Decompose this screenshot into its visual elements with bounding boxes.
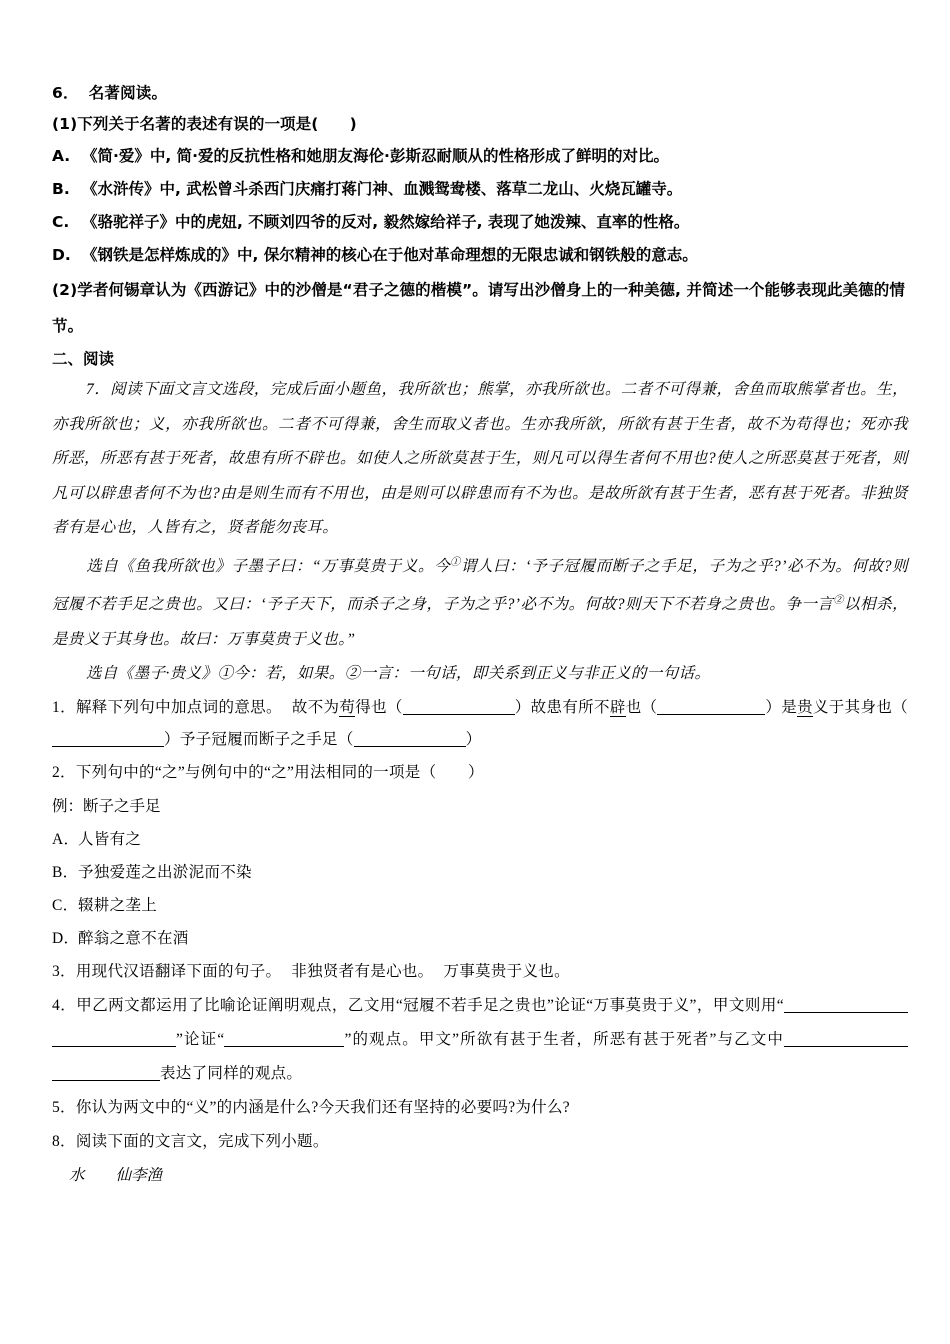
question-7-lead-text: 7．阅读下面文言文选段，完成后面小题鱼，我所欲也；熊掌，亦我所欲也。二者不可得兼，舍鱼而取熊掌者也。生，亦我所欲也；义，亦我所欲也。二者不可得兼，舍生而取义者也。生亦我所欲，所欲有甚于生者，故不为苟得也；死亦我所恶，所恶有甚于死者，故患有所不辟也。如使人之所欲莫甚于生，则凡可以得生者何不用也?使人之所恶莫甚于死者，则凡可以辟患者何不为也?由是则生而有不用也，由是则可以辟患而有不为也。是故所欲有甚于生者，恶有甚于死者。非独贤者有是心也，人皆有之，贤者能勿丧耳。	[52, 381, 908, 536]
question-1	[52, 692, 908, 756]
question-5	[52, 1091, 908, 1125]
question-4-part-2: ”论证“	[176, 1030, 225, 1048]
section-2-heading: 二、阅读	[52, 350, 115, 368]
question-6-option-c	[52, 206, 908, 239]
option-d-mark: D.	[52, 246, 71, 264]
q1-item-3-post: 义于其身也（	[812, 698, 908, 716]
question-8-number: 8．	[52, 1132, 76, 1150]
q1-emphasis-char-3: 贵	[797, 698, 813, 716]
source-2-text: 选自《墨子·贵义》①今：若，如果。②一言：一句话，即关系到正义与非正义的一句话。	[86, 665, 711, 683]
option-c-text: 《骆驼祥子》中的虎妞, 不顾刘四爷的反对, 毅然嫁给祥子, 表现了她泼辣、直率的性格。	[82, 213, 690, 231]
example-label: 例：	[52, 797, 84, 815]
example-text: 断子之手足	[83, 797, 161, 815]
q4-answer-blank-3a[interactable]	[784, 1046, 908, 1047]
option-c-mark: C.	[52, 213, 70, 231]
question-6-option-d	[52, 239, 908, 272]
question-8-text-title	[52, 1159, 908, 1193]
question-2-option-d[interactable]	[52, 922, 908, 955]
q4-answer-blank-3b[interactable]	[52, 1080, 160, 1081]
question-6-heading: 6． 名著阅读。	[52, 84, 168, 102]
question-6-number: 6	[52, 84, 63, 102]
q1-item-2-post: 也（	[625, 698, 658, 716]
option-b-text: 《水浒传》中, 武松曾斗杀西门庆痛打蒋门神、血溅鸳鸯楼、落草二龙山、火烧瓦罐寺。	[82, 180, 683, 198]
question-6-sub2: (2)学者何锡章认为《西游记》中的沙僧是“君子之德的楷模”。请写出沙僧身上的一种美德, 并简述一个能够表现此美德的情节。	[52, 281, 905, 335]
question-4	[52, 989, 908, 1091]
q2-option-a-text: 人皆有之	[78, 830, 142, 848]
question-7-source-2	[52, 657, 908, 692]
question-3-sentence-1: 非独贤者有是心也。	[291, 962, 434, 980]
q2-option-b-mark: B．	[52, 863, 79, 881]
question-2-example	[52, 790, 908, 823]
question-3-stem: 用现代汉语翻译下面的句子。	[75, 962, 282, 980]
footnote-marker-2: ②	[833, 595, 844, 607]
question-3-number: 3．	[52, 962, 76, 980]
question-4-part-3: ”的观点。甲文”所欲有甚于生者，所恶有甚于死者”与乙文中	[344, 1030, 784, 1048]
q2-option-d-mark: D．	[52, 929, 80, 947]
option-a-text: 《简·爱》中, 简·爱的反抗性格和她朋友海伦·彭斯忍耐顺从的性格形成了鲜明的对比。	[82, 147, 669, 165]
question-5-number: 5．	[52, 1098, 76, 1116]
q2-option-b-text: 予独爱莲之出淤泥而不染	[78, 863, 252, 881]
q2-option-a-mark: A．	[52, 830, 80, 848]
question-2-option-c[interactable]	[52, 889, 908, 922]
question-6-option-b	[52, 173, 908, 206]
question-8-stem: 阅读下面的文言文，完成下列小题。	[75, 1132, 329, 1150]
question-3-sentence-2: 万事莫贵于义也。	[443, 962, 570, 980]
q2-option-d-text: 醉翁之意不在酒	[78, 929, 189, 947]
q1-close-1: ）	[514, 698, 531, 716]
q1-emphasis-char-2: 辟	[609, 698, 626, 716]
question-2-number: 2．	[52, 763, 76, 781]
question-2-option-b[interactable]	[52, 856, 908, 889]
question-8	[52, 1125, 908, 1159]
source-1-tail: 以相杀，是贵义于其身也。故曰：万事莫贵于义也。”	[52, 596, 909, 648]
question-6-sub1: (1)下列关于名著的表述有误的一项是( )	[52, 115, 357, 133]
question-3	[52, 955, 908, 989]
option-b-mark: B.	[52, 180, 70, 198]
question-1-stem: 解释下列句中加点词的意思。	[75, 698, 282, 716]
question-4-number: 4．	[52, 996, 77, 1014]
q1-answer-blank-3[interactable]	[52, 746, 164, 747]
q4-answer-blank-1a[interactable]	[784, 1012, 908, 1013]
source-1-pre: 选自《鱼我所欲也》子墨子曰：“万事莫贵于义。今	[86, 557, 451, 575]
q1-item-3-pre: 是	[781, 698, 798, 716]
q1-answer-blank-1[interactable]	[403, 714, 515, 715]
question-2-option-a[interactable]	[52, 823, 908, 856]
question-2-stem: 下列句中的“之”与例句中的“之”用法相同的一项是（ ）	[75, 763, 484, 781]
q1-answer-blank-2[interactable]	[657, 714, 765, 715]
question-5-stem: 你认为两文中的“义”的内涵是什么?今天我们还有坚持的必要吗?为什么?	[75, 1098, 570, 1116]
option-d-text: 《钢铁是怎样炼成的》中, 保尔精神的核心在于他对革命理想的无限忠诚和钢铁般的意志。	[82, 246, 698, 264]
question-4-part-4: 表达了同样的观点。	[160, 1064, 303, 1082]
question-7-source-1	[52, 546, 908, 658]
question-6-option-a	[52, 140, 908, 173]
footnote-marker-1: ①	[450, 556, 461, 568]
q1-answer-blank-4[interactable]	[354, 746, 466, 747]
question-6-title: 名著阅读。	[88, 84, 168, 102]
question-1-number: 1．	[52, 698, 76, 716]
source-1-post: 谓人曰：‘予子冠履而断子之手足，子为之乎?’必不为。何故?则冠履不若手足之贵也。又曰：‘予子天下，而杀子之身，子为之乎?’必不为。何故?则天下不若身之贵也。争一言	[52, 557, 909, 614]
q1-close-2: ）	[765, 698, 782, 716]
question-7-passage	[52, 373, 908, 546]
q2-option-c-text: 辍耕之垄上	[78, 896, 158, 914]
text-title-line: 水 仙李渔	[69, 1166, 163, 1184]
q1-item-1-pre: 故不为	[291, 698, 340, 716]
option-a-mark: A.	[52, 147, 71, 165]
q1-close-3: ）	[164, 730, 180, 748]
q1-item-2-pre: 故患有所不	[530, 698, 610, 716]
question-2	[52, 756, 908, 790]
q4-answer-blank-2[interactable]	[224, 1046, 344, 1047]
q1-close-4: ）	[465, 730, 482, 748]
q1-item-4-pre: 予子冠履而断子之手足（	[179, 730, 354, 748]
q4-answer-blank-1b[interactable]	[52, 1046, 176, 1047]
question-4-part-1: 甲乙两文都运用了比喻论证阐明观点，乙文用“冠履不若手足之贵也”论证“万事莫贵于义”，甲文则用“	[76, 996, 784, 1014]
q1-emphasis-char-1: 苟	[339, 698, 356, 716]
q2-option-c-mark: C．	[52, 896, 79, 914]
q1-item-1-post: 得也（	[355, 698, 403, 716]
